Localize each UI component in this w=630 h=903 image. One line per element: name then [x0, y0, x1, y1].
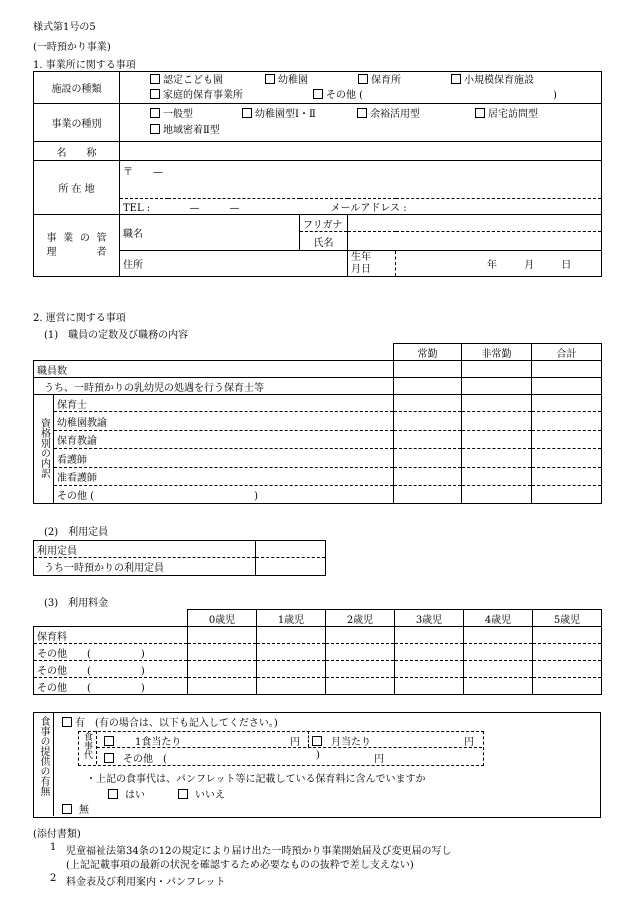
qual-row: 保育教諭	[54, 431, 394, 449]
attach-note: (上記記載事項の最新の状況を確認するため必要なものの抜粋で差し支えない)	[66, 860, 414, 871]
cell[interactable]	[257, 678, 326, 695]
checkbox[interactable]	[242, 108, 252, 118]
cell[interactable]	[188, 678, 257, 695]
cell[interactable]	[326, 661, 395, 678]
checkbox[interactable]	[150, 108, 160, 118]
answer-yes-label: はい	[125, 790, 145, 801]
meal-label-cell	[33, 712, 54, 816]
fee-col: 4歳児	[464, 610, 533, 627]
checkbox[interactable]	[150, 89, 160, 99]
cell[interactable]	[257, 627, 326, 644]
meal-other-close: )	[316, 750, 320, 761]
birth-label: 生年 月日	[348, 251, 396, 277]
option-label: 幼稚園	[278, 74, 308, 86]
furigana-field[interactable]	[348, 215, 602, 232]
section-2-heading: 2. 運営に関する事項	[33, 313, 126, 324]
cell[interactable]	[532, 431, 602, 449]
cell[interactable]	[188, 644, 257, 661]
checkbox[interactable]	[150, 124, 160, 134]
attach-num: 2	[50, 873, 57, 884]
checkbox[interactable]	[104, 736, 114, 746]
cell[interactable]	[257, 661, 326, 678]
yen-label: 円	[290, 737, 300, 748]
cell[interactable]	[326, 678, 395, 695]
job-label: 職名	[120, 215, 168, 251]
cell[interactable]	[532, 378, 602, 395]
cell[interactable]	[533, 661, 602, 678]
meal-fee-vdivider	[308, 731, 309, 747]
meal-fee-label: 食事代	[82, 732, 92, 759]
cell[interactable]	[533, 627, 602, 644]
cell[interactable]	[394, 395, 462, 412]
cell[interactable]	[394, 486, 462, 504]
meal-yes-row	[62, 714, 278, 729]
cell[interactable]	[462, 449, 532, 468]
tel-dashes: — —	[189, 203, 240, 214]
cell[interactable]	[464, 661, 533, 678]
checkbox[interactable]	[62, 804, 72, 814]
option-label: )	[553, 89, 557, 101]
cell[interactable]	[394, 378, 462, 395]
cell[interactable]	[462, 395, 532, 412]
cell[interactable]	[532, 412, 602, 431]
answer-no	[178, 786, 225, 801]
fee-row-label: 保育料	[34, 627, 188, 644]
form-number: 様式第1号の5	[33, 22, 96, 33]
cell[interactable]	[394, 412, 462, 431]
cell[interactable]	[462, 361, 532, 378]
cell[interactable]	[394, 468, 462, 486]
staff-subheading: (1) 職員の定数及び職務の内容	[44, 330, 189, 341]
tel-label: TEL :	[123, 203, 151, 214]
attach-text: 料金表及び利用案内・パンフレット	[66, 877, 226, 888]
qual-row: 准看護師	[54, 468, 394, 486]
cell[interactable]	[464, 627, 533, 644]
cell[interactable]	[532, 449, 602, 468]
meal-no-label: 無	[79, 805, 89, 816]
yen-label: 円	[374, 754, 384, 765]
qual-row: その他 ( )	[54, 486, 394, 504]
fee-col: 2歳児	[326, 610, 395, 627]
checkbox[interactable]	[313, 89, 323, 99]
meal-no-row	[62, 801, 89, 816]
fee-col: 1歳児	[257, 610, 326, 627]
meal-fee-label-cell	[78, 731, 97, 764]
cell[interactable]	[188, 627, 257, 644]
month-label: 月	[524, 260, 535, 271]
fee-col: 0歳児	[188, 610, 257, 627]
per-month-row	[312, 733, 371, 748]
meal-yes-label: 有 (有の場合は、以下も記入してください。)	[75, 718, 278, 729]
email-label: メールアドレス :	[330, 203, 407, 214]
addr2-field[interactable]	[168, 251, 348, 277]
option-label: 一般型	[163, 108, 193, 120]
postal-field[interactable]: 〒 —	[120, 161, 602, 199]
checkbox[interactable]	[104, 753, 114, 763]
day-label: 日	[561, 260, 572, 271]
checkbox[interactable]	[178, 789, 188, 799]
cell[interactable]	[256, 558, 326, 576]
fee-row-label: その他 ( )	[34, 661, 188, 678]
option-label: 地域密着Ⅱ型	[163, 124, 220, 136]
cell[interactable]	[394, 361, 462, 378]
meal-label: 食事の提供の有無	[38, 716, 49, 796]
furigana-label: フリガナ	[300, 215, 348, 232]
cell[interactable]	[462, 431, 532, 449]
cell[interactable]	[532, 486, 602, 504]
checkbox[interactable]	[265, 74, 275, 84]
cell[interactable]	[394, 431, 462, 449]
capacity-label: 利用定員	[34, 541, 256, 558]
name-field[interactable]	[120, 142, 602, 161]
cell[interactable]	[462, 412, 532, 431]
cell[interactable]	[395, 678, 464, 695]
facility-table	[33, 71, 602, 277]
name2-field[interactable]	[348, 232, 602, 251]
blank-corner	[34, 610, 188, 627]
cell[interactable]	[326, 644, 395, 661]
manager-label	[34, 215, 120, 277]
fee-row-label: その他 ( )	[34, 644, 188, 661]
col-parttime: 非常勤	[462, 344, 532, 361]
checkbox[interactable]	[108, 789, 118, 799]
birth-field[interactable]	[396, 251, 602, 277]
checkbox[interactable]	[357, 108, 367, 118]
cell[interactable]	[188, 661, 257, 678]
cell[interactable]	[464, 644, 533, 661]
blank-corner	[34, 344, 394, 361]
fee-row-label: その他 ( )	[34, 678, 188, 695]
cell[interactable]	[532, 395, 602, 412]
checkbox[interactable]	[150, 74, 160, 84]
attach-num: 1	[50, 842, 57, 853]
cell[interactable]	[395, 627, 464, 644]
per-meal-row	[104, 733, 181, 748]
option-label: 余裕活用型	[370, 108, 420, 120]
fee-subheading: (3) 利用料金	[44, 598, 109, 609]
fee-col: 5歳児	[533, 610, 602, 627]
option-label: 小規模保育施設	[464, 74, 534, 86]
option-label: 家庭的保育事業所	[163, 89, 243, 101]
qual-row: 看護師	[54, 449, 394, 468]
manager-label-text: 事 業 の 管 理 者	[46, 232, 107, 258]
fee-col: 3歳児	[395, 610, 464, 627]
cell[interactable]	[533, 678, 602, 695]
contact-row	[120, 199, 602, 215]
name2-label: 氏名	[300, 232, 348, 251]
capacity-subheading: (2) 利用定員	[44, 527, 109, 538]
cell[interactable]	[326, 627, 395, 644]
cell[interactable]	[394, 449, 462, 468]
cell[interactable]	[532, 361, 602, 378]
form-subtitle: (一時預かり事業)	[33, 42, 111, 53]
option-label: その他 (	[326, 89, 364, 101]
per-meal-label: 1食当たり	[135, 737, 182, 748]
year-label: 年	[487, 260, 497, 271]
staff-table	[33, 343, 602, 504]
qual-row: 保育士	[54, 395, 394, 412]
checkbox[interactable]	[451, 74, 461, 84]
checkbox[interactable]	[475, 108, 485, 118]
attach-text: 児童福祉法第34条の12の規定により届け出た一時預かり事業開始届及び変更届の写し	[66, 846, 452, 857]
capacity-table	[33, 540, 326, 576]
checkbox[interactable]	[62, 717, 72, 727]
name-label: 名 称	[34, 142, 120, 161]
job-field[interactable]	[168, 215, 300, 251]
answer-yes	[108, 786, 145, 801]
capacity-label: うち一時預かりの利用定員	[34, 558, 256, 576]
option-label: 認定こども園	[163, 74, 223, 86]
fee-table	[33, 609, 602, 695]
cell[interactable]	[464, 678, 533, 695]
meal-other-label: その他 (	[123, 754, 167, 765]
per-month-label: 月当たり	[331, 737, 371, 748]
facility-type-label: 施設の種類	[34, 72, 120, 104]
cell[interactable]	[462, 486, 532, 504]
option-label: 居宅訪問型	[488, 108, 538, 120]
option-label: 保育所	[371, 74, 401, 86]
attach-heading: (添付書類)	[33, 829, 81, 840]
qual-row: 幼稚園教諭	[54, 412, 394, 431]
addr2-label: 住所	[120, 251, 168, 277]
meal-other-row	[104, 750, 167, 765]
facility-type-options	[120, 72, 602, 104]
checkbox[interactable]	[358, 74, 368, 84]
answer-no-label: いいえ	[195, 790, 225, 801]
col-fulltime: 常勤	[394, 344, 462, 361]
cell[interactable]	[462, 378, 532, 395]
yen-label: 円	[464, 737, 474, 748]
cell[interactable]	[256, 541, 326, 558]
cell[interactable]	[462, 468, 532, 486]
col-total: 合計	[532, 344, 602, 361]
staff-nursery-label: うち、一時預かりの乳幼児の処遇を行う保育士等	[34, 378, 394, 395]
business-type-label: 事業の種別	[34, 104, 120, 142]
cell[interactable]	[257, 644, 326, 661]
checkbox[interactable]	[312, 736, 322, 746]
cell[interactable]	[532, 468, 602, 486]
business-type-options	[120, 104, 602, 142]
qual-label-cell	[34, 395, 54, 504]
cell[interactable]	[533, 644, 602, 661]
cell[interactable]	[395, 644, 464, 661]
option-label: 幼稚園型Ⅰ・Ⅱ	[255, 108, 316, 120]
section-1-heading: 1. 事業所に関する事項	[33, 60, 136, 71]
meal-question: ・上記の食事代は、パンフレット等に記載している保育料に含んでいますか	[86, 774, 426, 785]
address-label: 所 在 地	[34, 161, 120, 215]
staff-total-label: 職員数	[34, 361, 394, 378]
qual-label: 資格別の内訳	[38, 417, 50, 478]
cell[interactable]	[395, 661, 464, 678]
